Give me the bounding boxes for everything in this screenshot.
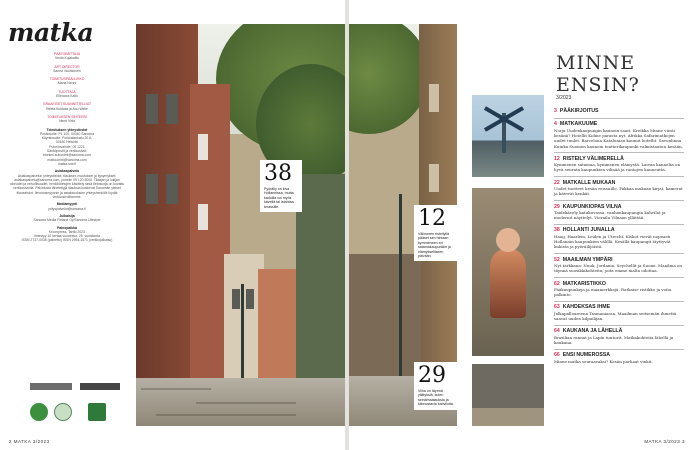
- toc-page-number: 66: [554, 352, 560, 359]
- toc-heading: RISTEILY VÄLIMERELLÄ: [562, 155, 624, 162]
- credit-name: Maria Nenni: [57, 81, 77, 86]
- issue-text: Ilmestyy 10 kertaa vuodessa. 25. vuosikerta: [34, 234, 100, 239]
- toc-heading: HOLLANTI JUNALLA: [562, 227, 615, 234]
- folio-right: MATKA 3/2023 3: [644, 439, 685, 444]
- masthead-credit: [8, 52, 126, 61]
- nordic-swan-icon: [54, 403, 72, 421]
- toc-page-number: 22: [554, 179, 560, 186]
- toc-divider: [554, 224, 684, 225]
- toc-description: Kymmenen satamaa, kymmenen elämystä. Laivan kannelta on hyvä seurata kaupunkien vilinää ja rantojen kauneutta.: [554, 162, 681, 173]
- masthead-credit: [8, 77, 126, 86]
- toc-page-number: 64: [554, 328, 560, 335]
- toc-heading: MAAILMAN YMPÄRI: [562, 256, 613, 263]
- aikakausmedia-logo: [80, 383, 120, 390]
- photo-mural: [472, 188, 544, 356]
- credit-role: TOIMITUKSEN SIHTEERI: [47, 114, 87, 119]
- toc-description: Minne matka seuraavaksi? Kesän parhaat vinkit.: [554, 358, 653, 364]
- toc-description: Jalkapalloareena Tasmaniassa. Maailman seitsemän ihmettä saavat uuden kilpailijan.: [554, 310, 677, 322]
- toc-entry[interactable]: [554, 257, 684, 274]
- toc-description: Taidekävely katukuvassa, vanhankaupungin kahvilat ja modernit näyttelyt. Vierailu Vilnaan yllättää.: [554, 209, 666, 221]
- toc-description: Haag, Haarlem, Leiden ja Utrecht. Kiskot vievät nopeasti Hollannin kaupunkien välillä. Kesällä kaupungit täyttyvät kukista ja pyöräilijöistä.: [554, 233, 671, 250]
- caption-text: Vilna on täynnä yllätyksiä, kuten seinämaalauksia ja kiinnostavia kahviloita.: [418, 389, 454, 407]
- table-of-contents: [554, 108, 684, 367]
- photo-windmill: [472, 95, 544, 177]
- toc-divider: [554, 176, 684, 177]
- toc-entry[interactable]: [554, 304, 684, 321]
- credit-name: Sanna Vauhkonen: [53, 68, 81, 73]
- toc-divider: [554, 200, 684, 201]
- caption-page-number: 12: [418, 206, 446, 231]
- toc-heading: MATKAKUUME: [559, 121, 598, 128]
- toc-description: Brasilian rannat ja Lapin tunturit. Matkakohteita lähellä ja kaukana.: [554, 334, 674, 346]
- toc-description: Uudet tuotteet kesän reissuille. Pakkaa mukaan kirjat, kamerat ja kätevät kenkät.: [554, 186, 683, 197]
- contact-line: Sähköpostit ja verkkosivut:: [46, 149, 88, 154]
- left-page: [0, 0, 345, 450]
- toc-page-number: 29: [554, 203, 560, 210]
- contact-line: etunimi.sukunimi@sanoma.com: [42, 153, 92, 158]
- print-text: Kroonpress, Tartto 2023: [48, 229, 86, 234]
- toc-description: Pääkaupunkeja ja maamerkkejä. Ratkaise ristikko ja voita palkinto.: [554, 286, 672, 298]
- contact-line: matka.sml.fi: [57, 161, 77, 166]
- toc-heading: MATKARISTIKKO: [562, 280, 606, 287]
- folio-left: 2 MATKA 3/2023: [9, 439, 50, 444]
- contact-line: 00180 Helsinki: [55, 140, 79, 145]
- toc-divider: [554, 301, 684, 302]
- toc-divider: [554, 118, 684, 119]
- toc-entry[interactable]: [554, 156, 684, 173]
- issn-text: ISSN 2737-0038 (painettu) ISSN 2954-1571 (verkkojulkaisu): [21, 238, 113, 243]
- credit-name: Reeta Kukkola ja Anu Welle: [46, 106, 88, 111]
- credit-role: TUOTTAJA: [58, 89, 76, 94]
- toc-title: MINNE ENSIN?: [556, 52, 640, 96]
- toc-heading: KAUKANA JA LÄHELLÄ: [562, 328, 623, 335]
- publisher-heading: Julkaisija: [59, 213, 75, 218]
- toc-issue-number: 3/2023: [556, 95, 572, 101]
- contact-line: matka.lehti@sanoma.com: [47, 157, 87, 162]
- photo-caption-29: [414, 362, 458, 410]
- toc-divider: [554, 349, 684, 350]
- toc-divider: [554, 277, 684, 278]
- credit-name: Nemi Virta: [59, 119, 75, 124]
- toc-heading: KAHDEKSAS IHME: [562, 304, 611, 311]
- toc-page-number: 3: [554, 108, 557, 114]
- masthead-credit: [8, 90, 126, 99]
- toc-description: Nyt tarkkana: Nuuk, Jordania, Seychellit ja Suomi. Maailma on täynnä suosikkikohteita, joita emme malta odottaa.: [554, 263, 682, 274]
- toc-heading: KAUPUNKIOPAS VILNA: [562, 203, 622, 210]
- sanoma-logo: [30, 383, 72, 390]
- contact-heading: Toimituksen yhteystiedot: [46, 127, 88, 132]
- toc-heading: PÄÄKIRJOITUS: [559, 108, 599, 114]
- media-text: yrityspalvelut@sanoma.fi: [48, 206, 86, 211]
- credit-role: GRAAFISET SUUNNITTELIJAT: [42, 102, 92, 107]
- eu-ecolabel-icon: [30, 403, 48, 421]
- toc-divider: [554, 152, 684, 153]
- service-text: Asiakaspalvelun yhteystiedot, tilaukset, muutokset ja kysymykset: asiakaspalvelu@sanoma.com, puhelin 09 120 5000. Tilaajan ja lukijan oikeudet ja velvollisuudet, henkilötietojen käsittely sekä tietosuoja on kuvattu verkkosivuilla. Palvelusta lähetettyjä tilauksia koskevat Sanoman yleiset tilausehdot. Ilmoitusmyynnin ja asiakkuuksien yhteyshenkilöt löydät verkkosivuiltamme.: [9, 173, 125, 200]
- street-photo-left: [136, 24, 345, 426]
- credit-role: ART DIRECTOR: [54, 64, 80, 69]
- credit-name: Venla Kujakallio: [55, 56, 79, 61]
- toc-description: Norja Uudenkaupungin kaunein saari. Kreikka Minne viesti kesänä? Hotellit Kolme parasta nyt. Afrikka Safarimatkojen uudet tuulet. Barcelona Katalonian kauniit hotellit. Savonlinna Kuinka Suomen kaunein teatterikaupunki valmistautuu kesään.: [554, 127, 683, 149]
- right-page: [349, 0, 694, 450]
- caption-page-number: 38: [264, 161, 292, 186]
- swan-label-icon: [88, 403, 106, 421]
- magazine-logo: matka: [8, 18, 94, 47]
- toc-entry[interactable]: [554, 121, 684, 149]
- service-heading: Asiakaspalvelu: [54, 169, 80, 174]
- photo-caption-12: [414, 205, 458, 261]
- credit-name: Eliinoora Kallo: [56, 94, 78, 99]
- toc-divider: [554, 325, 684, 326]
- photo-street-cafe: [472, 364, 544, 426]
- toc-divider: [554, 253, 684, 254]
- toc-page-number: 52: [554, 256, 560, 263]
- toc-heading: ENSI NUMEROSSA: [562, 352, 611, 359]
- toc-page-number: 38: [554, 227, 560, 234]
- contact-line: Käyntiosoite: Porkkalankatu 20 A,: [41, 136, 93, 141]
- masthead: [8, 20, 126, 243]
- toc-page-number: 12: [554, 155, 560, 162]
- masthead-credit: [8, 115, 126, 124]
- contact-line: Postiosoite: PL 100, 00040 Sanoma: [40, 131, 94, 136]
- toc-entry[interactable]: [554, 328, 684, 345]
- toc-entry[interactable]: [554, 180, 684, 197]
- toc-page-number: 62: [554, 280, 560, 287]
- toc-entry[interactable]: [554, 281, 684, 298]
- publisher-text: Sanoma Media Finland Oy/Sanoma Lifestyle: [33, 218, 101, 223]
- partner-logos: [30, 383, 120, 393]
- masthead-credit: [8, 65, 126, 74]
- photo-caption-38: [260, 160, 302, 212]
- toc-entry[interactable]: [554, 108, 684, 114]
- toc-page-number: 4: [554, 121, 557, 128]
- toc-heading: MATKALLE MUKAAN: [562, 179, 616, 186]
- credit-role: PÄÄTOIMITTAJA: [53, 52, 81, 56]
- toc-page-number: 63: [554, 304, 560, 311]
- credit-role: TOIMITUSPÄÄLLIKKÖ: [49, 77, 85, 82]
- caption-text: Välimeren risteilyllä pääset sen hintaan kymmeneen eri satamakaupunkiin ja elämykselliseen päivään.: [418, 232, 451, 259]
- media-heading: Mediamyynti: [56, 202, 78, 207]
- caption-text: Pyöräily on kiva Hollannissa, mutta kaduilla voi myös kävellä tai istahtaa terassille.: [264, 187, 294, 209]
- toc-entry[interactable]: [554, 352, 684, 364]
- contact-line: Puhelinvaihde: 09 1221: [49, 144, 85, 149]
- print-heading: Painopaikka: [57, 225, 77, 230]
- toc-entry[interactable]: [554, 227, 684, 249]
- masthead-credit: [8, 102, 126, 111]
- caption-page-number: 29: [418, 363, 446, 388]
- toc-entry[interactable]: [554, 204, 684, 221]
